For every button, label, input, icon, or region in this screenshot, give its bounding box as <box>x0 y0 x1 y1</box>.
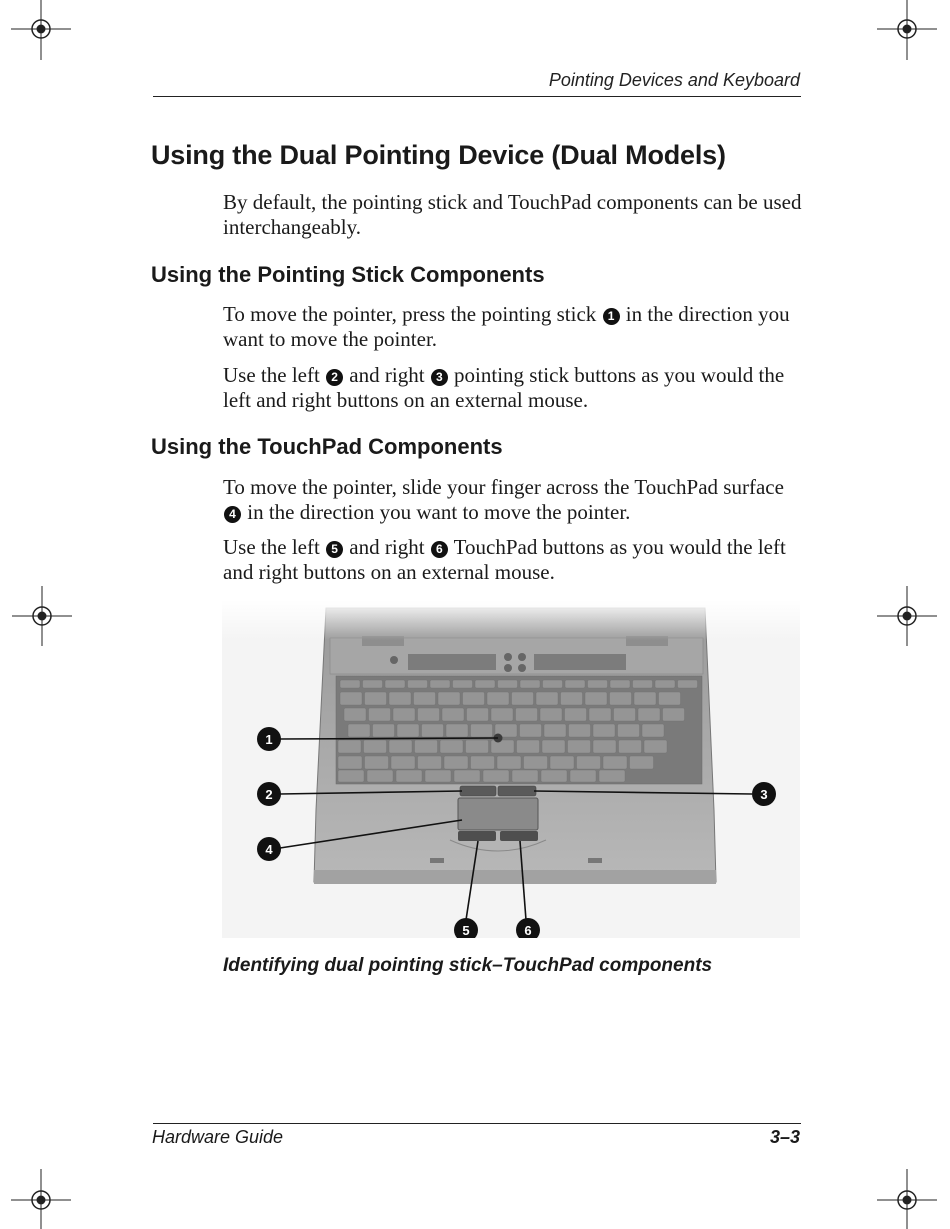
callout-label: 1 <box>265 732 273 747</box>
running-head: Pointing Devices and Keyboard <box>548 70 800 90</box>
callout-label: 3 <box>760 787 768 802</box>
section-heading-pointing-stick: Using the Pointing Stick Components <box>151 262 545 287</box>
callout-layer <box>222 600 800 938</box>
text-run: Use the left <box>223 363 326 387</box>
footer-guide-title: Hardware Guide <box>152 1127 284 1147</box>
page-number: 3–3 <box>769 1127 800 1147</box>
figure-callout-5 <box>454 918 478 938</box>
crop-mark-top-right <box>877 0 937 60</box>
figure-callout-2 <box>257 782 281 806</box>
figure-callout-4 <box>257 837 281 861</box>
callout-label: 5 <box>462 923 470 938</box>
text-run: and right <box>344 363 430 387</box>
laptop-figure <box>222 600 800 938</box>
crop-mark-mid-right <box>877 586 937 646</box>
text-run: To move the pointer, slide your finger across the TouchPad surface <box>223 475 784 499</box>
text-run: TouchPad buttons as you would the left and right buttons on an external mouse. <box>223 535 786 584</box>
crop-mark-mid-left <box>12 586 72 646</box>
callout-label: 2 <box>265 787 273 802</box>
callout-label: 4 <box>265 842 273 857</box>
figure-callout-1 <box>257 727 281 751</box>
callout-3-badge: 3 <box>431 369 448 386</box>
touchpad-paragraph-2 <box>223 535 803 584</box>
section-heading-touchpad: Using the TouchPad Components <box>151 434 503 459</box>
figure-caption: Identifying dual pointing stick–TouchPad components <box>223 955 713 976</box>
text-run: in the direction you want to move the pointer. <box>223 302 790 351</box>
callout-6-badge: 6 <box>431 541 448 558</box>
figure-callout-3 <box>752 782 776 806</box>
pointing-stick-paragraph-1 <box>223 302 803 351</box>
callout-4-badge: 4 <box>224 506 241 523</box>
text-run: pointing stick buttons as you would the left and right buttons on an external mouse. <box>223 363 785 412</box>
callout-5-badge: 5 <box>326 541 343 558</box>
footer-rule <box>153 1123 801 1124</box>
text-run: and right <box>344 535 430 559</box>
pointing-stick-paragraph-2 <box>223 363 803 412</box>
text-run: Use the left <box>223 535 326 559</box>
crop-mark-bottom-left <box>11 1169 71 1229</box>
text-run: To move the pointer, press the pointing stick <box>223 302 602 326</box>
intro-paragraph: By default, the pointing stick and TouchPad components can be used interchangeably. <box>223 190 802 239</box>
callout-2-badge: 2 <box>326 369 343 386</box>
callout-1-badge: 1 <box>603 308 620 325</box>
page-title: Using the Dual Pointing Device (Dual Models) <box>151 140 726 170</box>
crop-mark-bottom-right <box>877 1169 937 1229</box>
text-run: in the direction you want to move the pointer. <box>242 499 631 524</box>
header-rule <box>153 96 801 97</box>
figure-callout-6 <box>516 918 540 938</box>
touchpad-paragraph-1 <box>223 475 803 524</box>
crop-mark-top-left <box>11 0 71 60</box>
callout-label: 6 <box>524 923 532 938</box>
